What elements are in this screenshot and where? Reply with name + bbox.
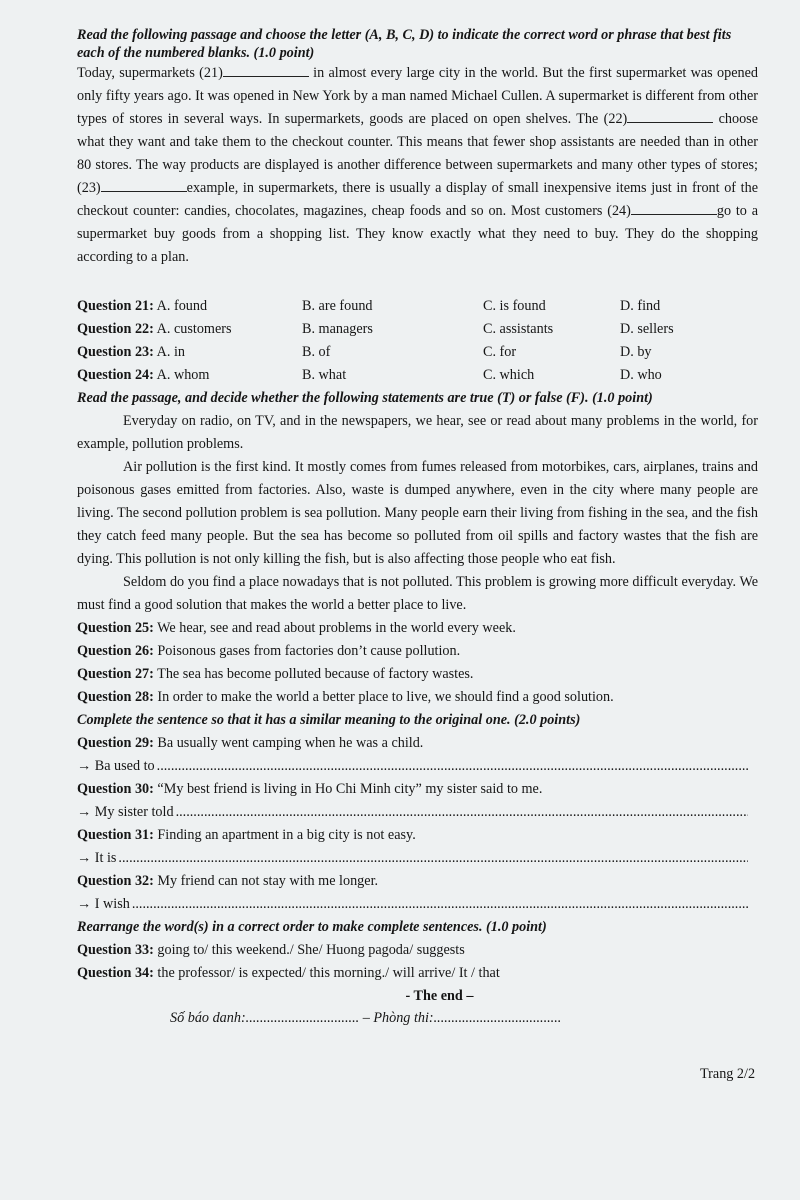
section3-heading: Complete the sentence so that it has a similar meaning to the original one. (2.0 points) — [77, 712, 581, 728]
statement: Question 27: The sea has become polluted because of factory wastes. — [77, 666, 474, 682]
rearrange-question: Question 34: the professor/ is expected/ this morning./ will arrive/ It / that — [77, 965, 500, 981]
question-label: Question 23: — [77, 344, 154, 360]
statement: Question 28: In order to make the world a better place to live, we should find a good solution. — [77, 689, 614, 705]
answer-line[interactable]: → I wish ..... — [77, 893, 748, 916]
page-number: Trang 2/2 — [700, 1066, 756, 1082]
question-label: Question 24: — [77, 367, 154, 383]
option-d: D. find — [620, 298, 661, 314]
blank-22 — [627, 109, 713, 123]
section2-heading: Read the passage, and decide whether the following statements are true (T) or false (F). (1.0 point) — [77, 390, 653, 406]
section4-heading: Rearrange the word(s) in a correct order to make complete sentences. (1.0 point) — [77, 919, 547, 935]
question-row — [77, 318, 758, 341]
question-label: Question 21: — [77, 298, 154, 314]
option-b: B. of — [302, 344, 331, 360]
option-a: A. in — [156, 344, 185, 360]
section1-passage: Today, supermarkets (21) in almost every large city in the world. But the first supermarket was opened only fifty years ago. It was opened in New York by a man named Michael Cullen. A supermarket is different from other types of stores in several ways. In supermarkets, goods are placed on open shelves. The (22) choose what they want and take them to the checkout counter. This means that fewer shop assistants are needed than in other 80 stores. The way products are displayed is another difference between supermarkets and many other types of stores; (23) example, in supermarkets, there is usually a display of small inexpensive items just in front of the checkout counter: candies, chocolates, magazines, cheap foods and so on. Most customers (24) go to a supermarket buy goods from a shopping list. They know exactly what they need to buy. They do the shopping according to a plan. — [77, 65, 758, 265]
question-row — [77, 364, 758, 387]
option-c: C. is found — [483, 298, 546, 314]
statement: Question 25: We hear, see and read about problems in the world every week. — [77, 620, 516, 636]
option-d: D. who — [620, 367, 662, 383]
blank-23 — [101, 178, 187, 192]
option-d: D. sellers — [620, 321, 674, 337]
blank-24 — [631, 201, 717, 215]
section2-paragraph: Air pollution is the first kind. It mostly comes from fumes released from motorbikes, cars, airplanes, trains and poisonous gases emitted from factories. Also, waste is dumped anywhere, even in the city where many people are living. The second pollution problem is sea pollution. Many people earn their living from fishing in the sea, and the fish they catch feed many people. But the sea has become so polluted from oil spills and factory wastes that the fish are dying. This pollution is not only killing the fish, but is also affecting those people who eat fish. — [77, 459, 758, 567]
options-table — [77, 295, 758, 387]
option-b: B. are found — [302, 298, 373, 314]
option-a: A. customers — [156, 321, 232, 337]
rewrite-question: Question 29: Ba usually went camping when he was a child. — [77, 735, 424, 751]
option-a: A. found — [156, 298, 208, 314]
rewrite-question: Question 30: “My best friend is living in Ho Chi Minh city” my sister said to me. — [77, 781, 543, 797]
question-label: Question 22: — [77, 321, 154, 337]
answer-line[interactable]: → My sister told ..... — [77, 801, 748, 824]
question-row — [77, 295, 758, 318]
option-a: A. whom — [156, 367, 210, 383]
answer-line[interactable]: → It is ..... — [77, 847, 748, 870]
option-b: B. what — [302, 367, 347, 383]
statement: Question 26: Poisonous gases from factories don’t cause pollution. — [77, 643, 461, 659]
the-end-marker: - The end – — [405, 988, 474, 1004]
rearrange-question: Question 33: going to/ this weekend./ She/ Huong pagoda/ suggests — [77, 942, 465, 958]
section2-paragraph: Seldom do you find a place nowadays that is not polluted. This problem is growing more difficult everyday. We must find a good solution that makes the world a better place to live. — [77, 574, 758, 613]
option-b: B. managers — [302, 321, 373, 337]
section1-heading: Read the following passage and choose the letter (A, B, C, D) to indicate the correct word or phrase that best fits each of the numbered blanks. (1.0 point) — [77, 27, 732, 61]
option-c: C. which — [483, 367, 535, 383]
option-c: C. for — [483, 344, 517, 360]
section2-paragraph: Everyday on radio, on TV, and in the newspapers, we hear, see or read about many problems in the world, for example, pollution problems. — [77, 413, 758, 452]
option-d: D. by — [620, 344, 652, 360]
rewrite-question: Question 31: Finding an apartment in a big city is not easy. — [77, 827, 416, 843]
candidate-number-room-line: Số báo danh:................................ – Phòng thi:.................................... — [170, 1010, 562, 1026]
answer-line[interactable]: → Ba used to ..... — [77, 755, 748, 778]
option-c: C. assistants — [483, 321, 554, 337]
rewrite-question: Question 32: My friend can not stay with me longer. — [77, 873, 379, 889]
question-row — [77, 341, 758, 364]
blank-21 — [223, 63, 309, 77]
